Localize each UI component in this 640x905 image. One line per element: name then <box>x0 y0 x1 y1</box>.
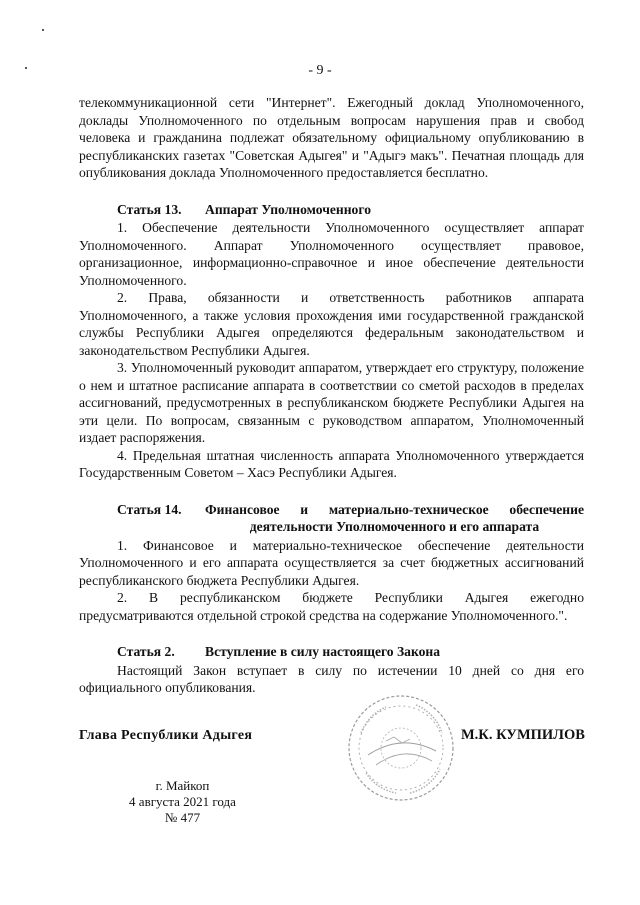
law-number: № 477 <box>164 810 201 825</box>
article-14-title: Финансовое и материально-техническое обеспечение деятельности Уполномоченного и его аппарата <box>205 501 584 534</box>
city: г. Майкоп <box>155 778 210 793</box>
article-2-title: Вступление в силу настоящего Закона <box>205 644 441 659</box>
article-2-heading <box>79 643 584 661</box>
document-body <box>79 94 584 697</box>
place-and-date <box>100 778 265 826</box>
intro-paragraph: телекоммуникационной сети "Интернет". Ежегодный доклад Уполномоченного, доклады Уполномоченного по отдельным вопросам нарушения прав и свобод человека и гражданина подлежат обязательному официальному опубликованию в республиканских газетах "Советская Адыгея" и "Адыгэ макъ". Печатная площадь для опубликования доклада Уполномоченного предоставляется бесплатно. <box>79 95 584 180</box>
article-14-paragraph: 1. Финансовое и материально-техническое обеспечение деятельности Уполномоченного и его аппарата осуществляется за счет бюджетных ассигнований республиканского бюджета Республики Адыгея. <box>79 537 584 588</box>
article-13-number: Статья 13. <box>117 201 182 217</box>
article-13-title: Аппарат Уполномоченного <box>205 201 371 217</box>
article-13-paragraph: 3. Уполномоченный руководит аппаратом, утверждает его структуру, положение о нем и штатное расписание аппарата в соответствии со сметой расходов в пределах ассигнований, предусмотренных в республиканском бюджете Республики Адыгея на эти цели. По вопросам, связанным с руководством аппаратом, Уполномоченный издает распоряжения. <box>79 360 584 445</box>
article-13-paragraph: 2. Права, обязанности и ответственность работников аппарата Уполномоченного, а также условия прохождения ими государственной гражданской службы Республики Адыгея определяются федеральным законодательством и законодательством Республики Адыгея. <box>79 290 584 358</box>
article-13-paragraph: 1. Обеспечение деятельности Уполномоченного осуществляет аппарат Уполномоченного. Аппарат Уполномоченного осуществляет правовое, организационное, информационно-справочное и иное обеспечение деятельности Уполномоченного. <box>79 220 584 288</box>
article-14-paragraph: 2. В республиканском бюджете Республики Адыгея ежегодно предусматриваются отдельной строкой средства на содержание Уполномоченного.". <box>79 590 584 623</box>
law-date: 4 августа 2021 года <box>129 794 236 809</box>
article-14-number: Статья 14. <box>117 501 182 517</box>
scan-speck <box>42 29 44 31</box>
page-number: - 9 - <box>308 63 332 78</box>
article-14-heading <box>79 501 584 536</box>
article-2-number: Статья 2. <box>117 644 175 659</box>
article-2-paragraph: Настоящий Закон вступает в силу по истечении 10 дней со дня его официального опубликования. <box>79 662 584 695</box>
article-13-paragraph: 4. Предельная штатная численность аппарата Уполномоченного утверждается Государственным Советом – Хасэ Республики Адыгея. <box>79 447 584 480</box>
article-13-heading <box>79 201 584 219</box>
signatory-position: Глава Республики Адыгея <box>79 728 253 743</box>
official-seal-stamp <box>346 693 456 803</box>
signatory-name: М.К. КУМПИЛОВ <box>461 727 585 743</box>
